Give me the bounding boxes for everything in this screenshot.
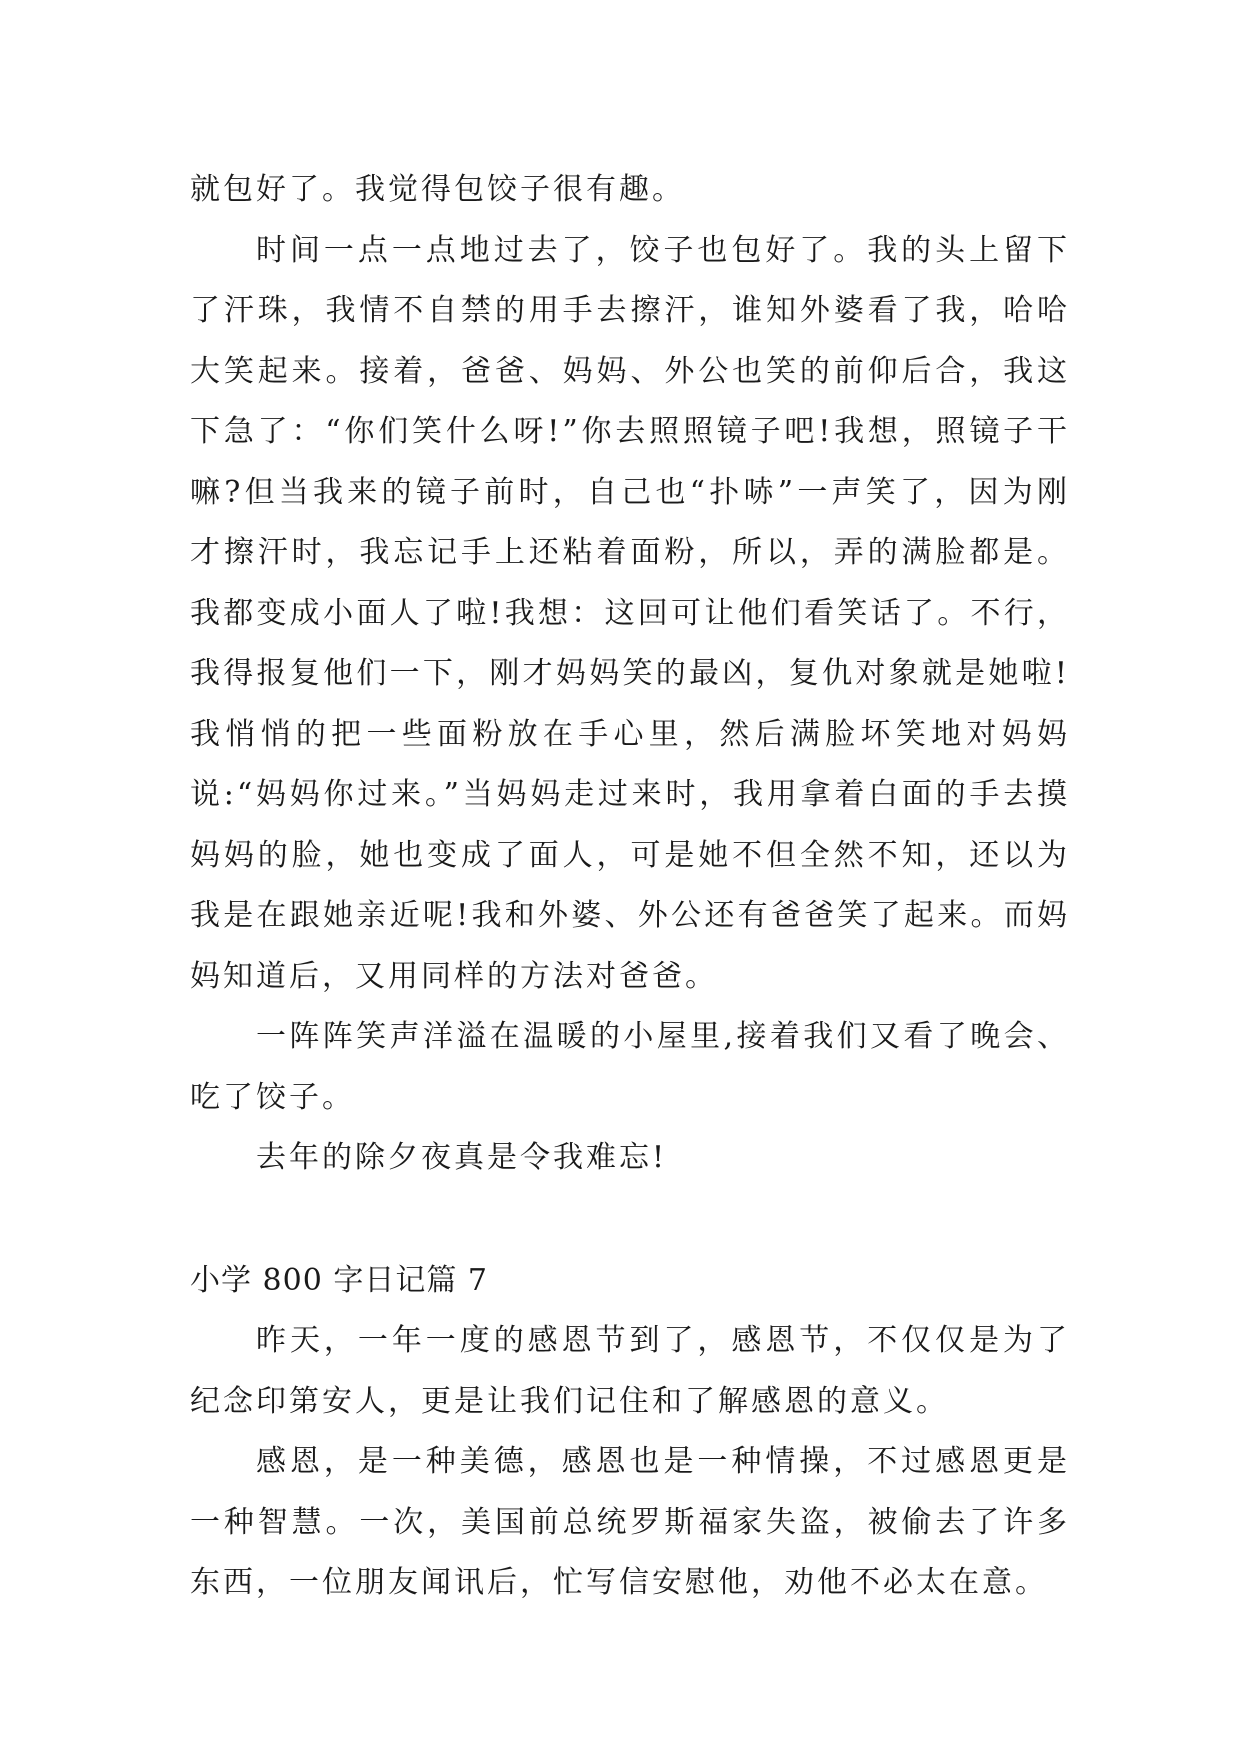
paragraph-dumpling-story: 时间一点一点地过去了，饺子也包好了。我的头上留下了汗珠，我情不自禁的用手去擦汗，谁知外婆看了我，哈哈大笑起来。接着，爸爸、妈妈、外公也笑的前仰后合，我这下急了：“你们笑什么呀!”你去照照镜子吧!我想，照镜子干嘛?但当我来的镜子前时，自己也“扑哧”一声笑了，因为刚才擦汗时，我忘记手上还粘着面粉，所以，弄的满脸都是。我都变成小面人了啦!我想：这回可让他们看笑话了。不行，我得报复他们一下，刚才妈妈笑的最凶，复仇对象就是她啦!我悄悄的把一些面粉放在手心里，然后满脸坏笑地对妈妈说:“妈妈你过来。”当妈妈走过来时，我用拿着白面的手去摸妈妈的脸，她也变成了面人，可是她不但全然不知，还以为我是在跟她亲近呢!我和外婆、外公还有爸爸笑了起来。而妈妈知道后，又用同样的方法对爸爸。 (190, 232, 1070, 994)
section-title: 小学 800 字日记篇 7 (190, 1262, 488, 1298)
document-body (190, 160, 1070, 1614)
paragraph-conclusion: 去年的除夕夜真是令我难忘! (256, 1140, 668, 1175)
paragraph-continuation: 就包好了。我觉得包饺子很有趣。 (190, 172, 685, 207)
paragraph-gratitude: 感恩，是一种美德，感恩也是一种情操，不过感恩更是一种智慧。一次，美国前总统罗斯福家失盗，被偷去了许多东西，一位朋友闻讯后，忙写信安慰他，劝他不必太在意。 (190, 1444, 1070, 1600)
paragraph-thanksgiving: 昨天，一年一度的感恩节到了，感恩节，不仅仅是为了纪念印第安人，更是让我们记住和了解感恩的意义。 (190, 1323, 1070, 1419)
paragraph-laughter: 一阵阵笑声洋溢在温暖的小屋里,接着我们又看了晚会、吃了饺子。 (190, 1019, 1070, 1115)
